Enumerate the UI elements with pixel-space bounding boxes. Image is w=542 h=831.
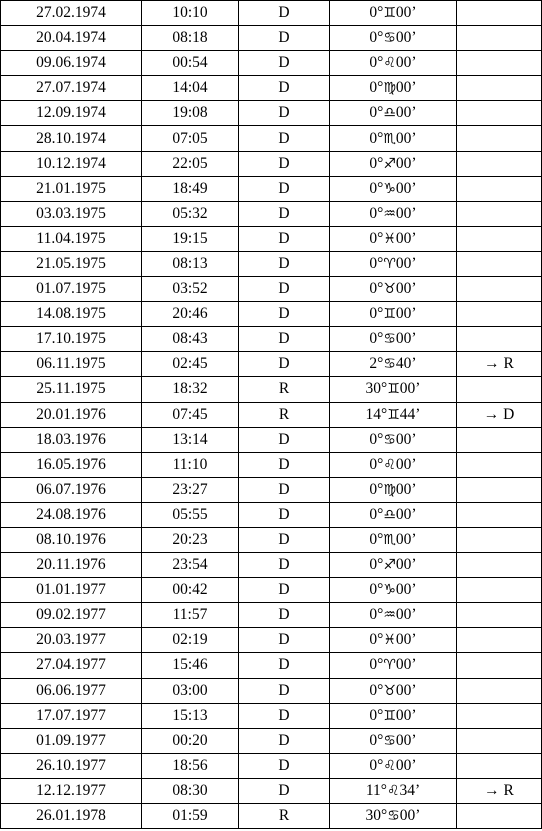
direction-cell: D — [239, 101, 330, 126]
direction-cell: D — [239, 452, 330, 477]
position-cell — [330, 527, 457, 552]
direction-cell: D — [239, 352, 330, 377]
station-note-cell — [457, 502, 542, 527]
zodiac-sign-icon: ♋ — [387, 808, 400, 825]
station-note-cell — [457, 578, 542, 603]
direction-cell: D — [239, 51, 330, 76]
table-row — [1, 427, 542, 452]
position-degrees: 0° — [369, 731, 384, 749]
position-minutes: 00’ — [399, 807, 421, 825]
time-cell: 15:13 — [142, 703, 239, 728]
position-minutes: 00’ — [399, 380, 421, 398]
position-cell — [330, 603, 457, 628]
position-cell — [330, 653, 457, 678]
time-cell: 11:10 — [142, 452, 239, 477]
position-degrees: 0° — [369, 280, 384, 298]
date-cell: 01.09.1977 — [1, 728, 142, 753]
zodiac-sign-icon: ♋ — [383, 732, 396, 749]
table-row — [1, 1, 542, 26]
table-row — [1, 251, 542, 276]
position-degrees: 0° — [369, 505, 384, 523]
time-cell: 05:55 — [142, 502, 239, 527]
zodiac-sign-icon: ♋ — [383, 356, 396, 373]
time-cell: 11:57 — [142, 603, 239, 628]
table-row — [1, 527, 542, 552]
table-row — [1, 804, 542, 829]
position-minutes: 00’ — [395, 154, 417, 172]
position-degrees: 30° — [365, 807, 388, 825]
position-minutes: 00’ — [395, 480, 417, 498]
direction-cell: D — [239, 26, 330, 51]
position-degrees: 0° — [369, 104, 384, 122]
position-minutes: 00’ — [395, 179, 417, 197]
position-minutes: 00’ — [395, 305, 417, 323]
position-cell — [330, 703, 457, 728]
station-note-cell — [457, 76, 542, 101]
position-degrees: 0° — [369, 79, 384, 97]
position-cell — [330, 151, 457, 176]
date-cell: 09.06.1974 — [1, 51, 142, 76]
direction-cell: D — [239, 226, 330, 251]
time-cell: 19:08 — [142, 101, 239, 126]
time-cell: 03:52 — [142, 277, 239, 302]
table-row — [1, 151, 542, 176]
time-cell: 05:32 — [142, 201, 239, 226]
position-minutes: 00’ — [395, 330, 417, 348]
position-minutes: 00’ — [395, 129, 417, 147]
direction-cell: D — [239, 201, 330, 226]
zodiac-sign-icon: ♈ — [383, 657, 396, 674]
date-cell: 11.04.1975 — [1, 226, 142, 251]
station-note-cell — [457, 477, 542, 502]
table-row — [1, 377, 542, 402]
time-cell: 08:18 — [142, 26, 239, 51]
table-row — [1, 653, 542, 678]
station-note-cell — [457, 302, 542, 327]
time-cell: 13:14 — [142, 427, 239, 452]
position-minutes: 00’ — [395, 631, 417, 649]
zodiac-sign-icon: ♈ — [383, 255, 396, 272]
position-minutes: 00’ — [395, 756, 417, 774]
direction-cell: D — [239, 628, 330, 653]
time-cell: 07:05 — [142, 126, 239, 151]
position-minutes: 00’ — [395, 79, 417, 97]
table-row — [1, 226, 542, 251]
time-cell: 23:54 — [142, 553, 239, 578]
position-cell — [330, 377, 457, 402]
position-degrees: 0° — [369, 756, 384, 774]
station-note-cell — [457, 527, 542, 552]
time-cell: 02:45 — [142, 352, 239, 377]
date-cell: 12.09.1974 — [1, 101, 142, 126]
date-cell: 27.07.1974 — [1, 76, 142, 101]
position-minutes: 00’ — [395, 681, 417, 699]
direction-cell: D — [239, 678, 330, 703]
table-row — [1, 352, 542, 377]
position-minutes: 00’ — [395, 29, 417, 47]
time-cell: 08:43 — [142, 327, 239, 352]
station-note-cell — [457, 26, 542, 51]
date-cell: 20.04.1974 — [1, 26, 142, 51]
time-cell: 18:49 — [142, 176, 239, 201]
date-cell: 21.01.1975 — [1, 176, 142, 201]
position-cell — [330, 176, 457, 201]
position-cell — [330, 578, 457, 603]
table-row — [1, 126, 542, 151]
station-note-cell — [457, 452, 542, 477]
zodiac-sign-icon: ♎ — [383, 105, 396, 122]
table-row — [1, 553, 542, 578]
date-cell: 28.10.1974 — [1, 126, 142, 151]
direction-cell: D — [239, 176, 330, 201]
position-degrees: 0° — [369, 129, 384, 147]
date-cell: 12.12.1977 — [1, 778, 142, 803]
zodiac-sign-icon: ♌ — [383, 456, 396, 473]
time-cell: 15:46 — [142, 653, 239, 678]
table-row — [1, 277, 542, 302]
zodiac-sign-icon: ♋ — [383, 431, 396, 448]
table-row — [1, 402, 542, 427]
time-cell: 18:56 — [142, 753, 239, 778]
position-degrees: 0° — [369, 606, 384, 624]
time-cell: 07:45 — [142, 402, 239, 427]
direction-cell: D — [239, 151, 330, 176]
position-degrees: 0° — [369, 29, 384, 47]
time-cell: 14:04 — [142, 76, 239, 101]
position-cell — [330, 427, 457, 452]
zodiac-sign-icon: ♌ — [383, 757, 396, 774]
position-cell — [330, 678, 457, 703]
station-note-cell — [457, 678, 542, 703]
station-note-cell: → R — [457, 352, 542, 377]
station-note-cell — [457, 753, 542, 778]
position-degrees: 0° — [369, 656, 384, 674]
position-degrees: 0° — [369, 706, 384, 724]
zodiac-sign-icon: ♓ — [383, 230, 396, 247]
position-cell — [330, 804, 457, 829]
direction-cell: D — [239, 502, 330, 527]
zodiac-sign-icon: ♉ — [383, 682, 396, 699]
position-cell — [330, 251, 457, 276]
position-minutes: 00’ — [395, 531, 417, 549]
position-degrees: 0° — [369, 54, 384, 72]
time-cell: 20:23 — [142, 527, 239, 552]
zodiac-sign-icon: ♐ — [383, 557, 396, 574]
position-degrees: 0° — [369, 4, 384, 22]
table-row — [1, 302, 542, 327]
date-cell: 16.05.1976 — [1, 452, 142, 477]
position-degrees: 0° — [369, 631, 384, 649]
time-cell: 01:59 — [142, 804, 239, 829]
time-cell: 00:42 — [142, 578, 239, 603]
position-cell — [330, 628, 457, 653]
position-minutes: 00’ — [395, 505, 417, 523]
station-note-cell — [457, 101, 542, 126]
table-row — [1, 76, 542, 101]
table-row — [1, 26, 542, 51]
zodiac-sign-icon: ♎ — [383, 506, 396, 523]
position-cell — [330, 302, 457, 327]
position-degrees: 0° — [369, 480, 384, 498]
date-cell: 17.07.1977 — [1, 703, 142, 728]
table-row — [1, 477, 542, 502]
station-note-cell — [457, 628, 542, 653]
station-note-cell — [457, 553, 542, 578]
position-cell — [330, 226, 457, 251]
date-cell: 01.07.1975 — [1, 277, 142, 302]
date-cell: 24.08.1976 — [1, 502, 142, 527]
zodiac-sign-icon: ♊ — [383, 5, 396, 22]
direction-cell: D — [239, 753, 330, 778]
date-cell: 06.11.1975 — [1, 352, 142, 377]
direction-cell: D — [239, 728, 330, 753]
direction-cell: D — [239, 477, 330, 502]
position-minutes: 40’ — [395, 355, 417, 373]
date-cell: 26.01.1978 — [1, 804, 142, 829]
table-row — [1, 678, 542, 703]
date-cell: 27.02.1974 — [1, 1, 142, 26]
zodiac-sign-icon: ♊ — [383, 306, 396, 323]
direction-cell: D — [239, 427, 330, 452]
zodiac-sign-icon: ♌ — [383, 55, 396, 72]
time-cell: 00:20 — [142, 728, 239, 753]
date-cell: 06.06.1977 — [1, 678, 142, 703]
direction-cell: D — [239, 578, 330, 603]
date-cell: 21.05.1975 — [1, 251, 142, 276]
position-degrees: 0° — [369, 581, 384, 599]
time-cell: 08:30 — [142, 778, 239, 803]
position-minutes: 00’ — [395, 4, 417, 22]
position-cell — [330, 352, 457, 377]
position-degrees: 0° — [369, 430, 384, 448]
position-minutes: 00’ — [395, 606, 417, 624]
position-minutes: 00’ — [395, 280, 417, 298]
zodiac-sign-icon: ♐ — [383, 155, 396, 172]
zodiac-sign-icon: ♋ — [383, 30, 396, 47]
date-cell: 25.11.1975 — [1, 377, 142, 402]
position-minutes: 00’ — [395, 54, 417, 72]
station-note-cell — [457, 427, 542, 452]
position-minutes: 00’ — [395, 731, 417, 749]
direction-cell: R — [239, 402, 330, 427]
position-cell — [330, 76, 457, 101]
direction-cell: D — [239, 76, 330, 101]
table-row — [1, 176, 542, 201]
zodiac-sign-icon: ♑ — [383, 180, 396, 197]
station-note-cell — [457, 126, 542, 151]
station-note-cell — [457, 176, 542, 201]
position-degrees: 0° — [369, 305, 384, 323]
position-minutes: 00’ — [395, 706, 417, 724]
time-cell: 23:27 — [142, 477, 239, 502]
time-cell: 00:54 — [142, 51, 239, 76]
station-note-cell — [457, 377, 542, 402]
date-cell: 20.03.1977 — [1, 628, 142, 653]
position-cell — [330, 728, 457, 753]
date-cell: 01.01.1977 — [1, 578, 142, 603]
position-minutes: 00’ — [395, 556, 417, 574]
station-note-cell — [457, 226, 542, 251]
station-note-cell — [457, 201, 542, 226]
position-cell — [330, 277, 457, 302]
position-minutes: 00’ — [395, 656, 417, 674]
position-cell — [330, 51, 457, 76]
station-note-cell — [457, 653, 542, 678]
position-degrees: 0° — [369, 254, 384, 272]
zodiac-sign-icon: ♊ — [387, 381, 400, 398]
time-cell: 02:19 — [142, 628, 239, 653]
position-degrees: 2° — [369, 355, 384, 373]
position-degrees: 0° — [369, 154, 384, 172]
direction-cell: D — [239, 653, 330, 678]
zodiac-sign-icon: ♑ — [383, 582, 396, 599]
position-minutes: 00’ — [395, 104, 417, 122]
position-cell — [330, 201, 457, 226]
position-minutes: 00’ — [395, 430, 417, 448]
direction-cell: D — [239, 277, 330, 302]
position-minutes: 00’ — [395, 204, 417, 222]
position-cell — [330, 26, 457, 51]
zodiac-sign-icon: ♏ — [383, 130, 396, 147]
direction-cell: D — [239, 327, 330, 352]
station-note-cell: → R — [457, 778, 542, 803]
zodiac-sign-icon: ♓ — [383, 632, 396, 649]
zodiac-sign-icon: ♍ — [383, 481, 396, 498]
position-minutes: 44’ — [399, 405, 421, 423]
station-note-cell — [457, 603, 542, 628]
position-degrees: 0° — [369, 330, 384, 348]
direction-cell: D — [239, 302, 330, 327]
time-cell: 18:32 — [142, 377, 239, 402]
position-degrees: 30° — [365, 380, 388, 398]
time-cell: 03:00 — [142, 678, 239, 703]
zodiac-sign-icon: ♒ — [383, 607, 396, 624]
date-cell: 03.03.1975 — [1, 201, 142, 226]
table-row — [1, 327, 542, 352]
position-cell — [330, 452, 457, 477]
direction-cell: R — [239, 377, 330, 402]
station-note-cell — [457, 277, 542, 302]
station-note-cell — [457, 728, 542, 753]
zodiac-sign-icon: ♊ — [387, 406, 400, 423]
date-cell: 08.10.1976 — [1, 527, 142, 552]
position-cell — [330, 327, 457, 352]
position-degrees: 11° — [365, 781, 387, 799]
date-cell: 06.07.1976 — [1, 477, 142, 502]
table-body — [1, 1, 542, 829]
position-cell — [330, 502, 457, 527]
position-cell — [330, 477, 457, 502]
position-degrees: 14° — [365, 405, 388, 423]
position-cell — [330, 402, 457, 427]
table-row — [1, 101, 542, 126]
direction-cell: D — [239, 703, 330, 728]
direction-cell: D — [239, 778, 330, 803]
direction-cell: D — [239, 126, 330, 151]
table-row — [1, 502, 542, 527]
station-note-cell — [457, 804, 542, 829]
position-minutes: 34’ — [399, 781, 421, 799]
table-row — [1, 603, 542, 628]
direction-cell: D — [239, 527, 330, 552]
position-degrees: 0° — [369, 204, 384, 222]
zodiac-sign-icon: ♏ — [383, 532, 396, 549]
time-cell: 22:05 — [142, 151, 239, 176]
table-row — [1, 703, 542, 728]
position-degrees: 0° — [369, 556, 384, 574]
time-cell: 08:13 — [142, 251, 239, 276]
position-degrees: 0° — [369, 531, 384, 549]
station-note-cell — [457, 251, 542, 276]
date-cell: 10.12.1974 — [1, 151, 142, 176]
direction-cell: D — [239, 1, 330, 26]
date-cell: 27.04.1977 — [1, 653, 142, 678]
station-note-cell: → D — [457, 402, 542, 427]
date-cell: 09.02.1977 — [1, 603, 142, 628]
date-cell: 20.01.1976 — [1, 402, 142, 427]
station-note-cell — [457, 327, 542, 352]
table-row — [1, 778, 542, 803]
zodiac-sign-icon: ♊ — [383, 707, 396, 724]
date-cell: 18.03.1976 — [1, 427, 142, 452]
time-cell: 20:46 — [142, 302, 239, 327]
position-minutes: 00’ — [395, 229, 417, 247]
direction-cell: D — [239, 553, 330, 578]
position-minutes: 00’ — [395, 455, 417, 473]
position-cell — [330, 101, 457, 126]
table-row — [1, 452, 542, 477]
table-row — [1, 201, 542, 226]
position-minutes: 00’ — [395, 581, 417, 599]
zodiac-sign-icon: ♒ — [383, 205, 396, 222]
position-degrees: 0° — [369, 229, 384, 247]
date-cell: 14.08.1975 — [1, 302, 142, 327]
zodiac-sign-icon: ♍ — [383, 80, 396, 97]
position-degrees: 0° — [369, 455, 384, 473]
station-note-cell — [457, 703, 542, 728]
direction-cell: R — [239, 804, 330, 829]
station-note-cell — [457, 51, 542, 76]
zodiac-sign-icon: ♌ — [386, 782, 400, 799]
table-row — [1, 51, 542, 76]
position-degrees: 0° — [369, 681, 384, 699]
position-degrees: 0° — [369, 179, 384, 197]
direction-cell: D — [239, 251, 330, 276]
position-cell — [330, 553, 457, 578]
table-row — [1, 578, 542, 603]
table-row — [1, 728, 542, 753]
date-cell: 20.11.1976 — [1, 553, 142, 578]
position-cell — [330, 778, 457, 803]
table-row — [1, 628, 542, 653]
zodiac-sign-icon: ♋ — [383, 331, 396, 348]
zodiac-sign-icon: ♉ — [383, 281, 396, 298]
direction-cell: D — [239, 603, 330, 628]
time-cell: 19:15 — [142, 226, 239, 251]
station-note-cell — [457, 151, 542, 176]
position-cell — [330, 1, 457, 26]
station-note-cell — [457, 1, 542, 26]
table-row — [1, 753, 542, 778]
position-cell — [330, 126, 457, 151]
position-minutes: 00’ — [395, 254, 417, 272]
time-cell: 10:10 — [142, 1, 239, 26]
date-cell: 26.10.1977 — [1, 753, 142, 778]
date-cell: 17.10.1975 — [1, 327, 142, 352]
position-cell — [330, 753, 457, 778]
